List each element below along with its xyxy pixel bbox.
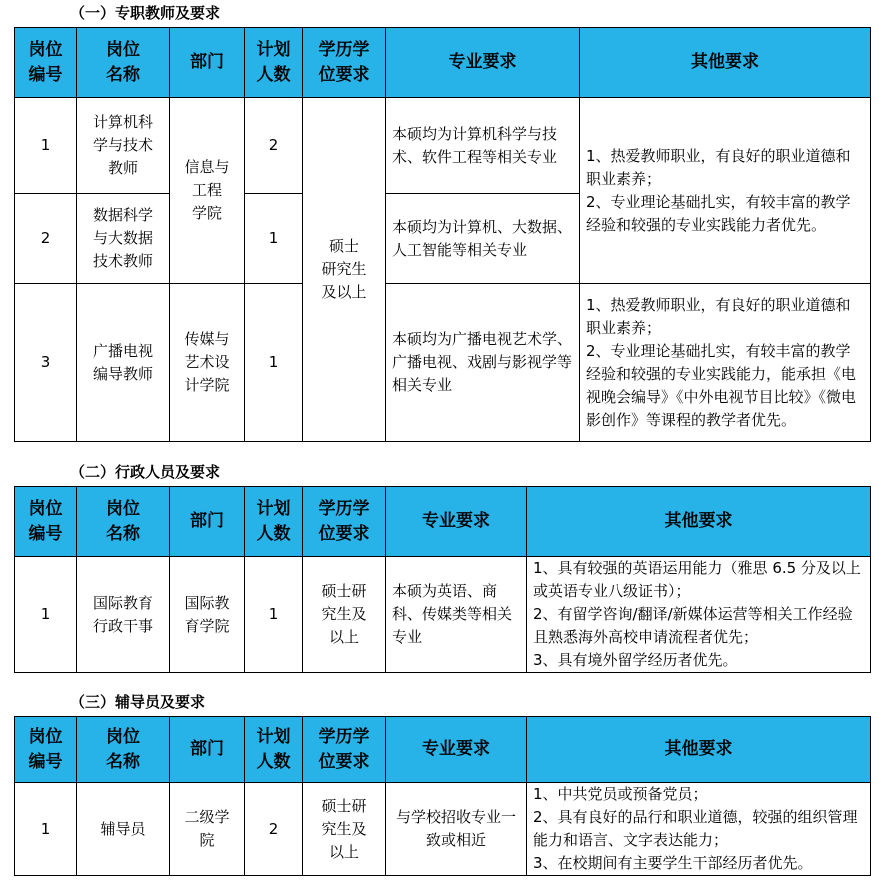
header-education: 学历学 位要求 [303, 487, 386, 557]
header-department: 部门 [170, 28, 245, 98]
table-row [15, 98, 871, 194]
major-requirement: 本硕均为计算机科学与技术、软件工程等相关专业 [386, 98, 580, 194]
table-row [15, 557, 871, 673]
header-planned-count: 计划 人数 [245, 717, 303, 783]
header-post-name: 岗位 名称 [77, 28, 170, 98]
table-row [15, 783, 871, 876]
header-other: 其他要求 [527, 717, 871, 783]
admin-table [14, 486, 871, 673]
department: 信息与 工程 学院 [170, 98, 245, 284]
section-title-counselor: （三）辅导员及要求 [70, 693, 206, 711]
major-requirement: 本硕为英语、商科、传媒类等相关专业 [386, 557, 527, 673]
post-id: 1 [15, 557, 77, 673]
header-post-id: 岗位 编号 [15, 28, 77, 98]
post-id: 1 [15, 98, 77, 194]
table-header-row [15, 717, 871, 783]
header-other: 其他要求 [527, 487, 871, 557]
header-post-name: 岗位 名称 [77, 717, 170, 783]
education-requirement: 硕士 研究生 及以上 [303, 98, 386, 442]
education-requirement: 硕士研 究生及 以上 [303, 557, 386, 673]
post-name: 国际教育 行政干事 [77, 557, 170, 673]
header-other: 其他要求 [580, 28, 871, 98]
header-department: 部门 [170, 717, 245, 783]
header-education: 学历学 位要求 [303, 717, 386, 783]
header-planned-count: 计划 人数 [245, 487, 303, 557]
planned-count: 1 [245, 194, 303, 284]
major-requirement: 与学校招收专业一致或相近 [386, 783, 527, 876]
other-requirement: 1、热爱教师职业，有良好的职业道德和职业素养； 2、专业理论基础扎实，有较丰富的教学经验和较强的专业实践能力者优先。 [580, 98, 871, 284]
header-major: 专业要求 [386, 717, 527, 783]
other-requirement: 1、具有较强的英语运用能力（雅思 6.5 分及以上或英语专业八级证书）； 2、有留学咨询/翻译/新媒体运营等相关工作经验且熟悉海外高校申请流程者优先； 3、具有境外留学经历者优先。 [527, 557, 871, 673]
header-major: 专业要求 [386, 28, 580, 98]
table-header-row [15, 28, 871, 98]
teachers-table [14, 27, 871, 442]
department: 二级学 院 [170, 783, 245, 876]
education-requirement: 硕士研 究生及 以上 [303, 783, 386, 876]
section-title-teachers: （一）专职教师及要求 [70, 4, 221, 22]
planned-count: 2 [245, 783, 303, 876]
other-requirement: 1、热爱教师职业，有良好的职业道德和职业素养； 2、专业理论基础扎实，有较丰富的教学经验和较强的专业实践能力，能承担《电视晚会编导》《中外电视节目比较》《微电影创作》等课程的教学者优先。 [580, 284, 871, 442]
section-title-admin: （二）行政人员及要求 [70, 463, 221, 481]
header-department: 部门 [170, 487, 245, 557]
major-requirement: 本硕均为广播电视艺术学、广播电视、戏剧与影视学等相关专业 [386, 284, 580, 442]
header-post-name: 岗位 名称 [77, 487, 170, 557]
post-name: 数据科学 与大数据 技术教师 [77, 194, 170, 284]
post-id: 1 [15, 783, 77, 876]
planned-count: 2 [245, 98, 303, 194]
department: 传媒与 艺术设 计学院 [170, 284, 245, 442]
header-planned-count: 计划 人数 [245, 28, 303, 98]
table-row [15, 284, 871, 442]
post-name: 广播电视 编导教师 [77, 284, 170, 442]
post-id: 2 [15, 194, 77, 284]
header-post-id: 岗位 编号 [15, 487, 77, 557]
counselor-table [14, 716, 871, 876]
planned-count: 1 [245, 284, 303, 442]
table-header-row [15, 487, 871, 557]
header-education: 学历学 位要求 [303, 28, 386, 98]
other-requirement: 1、中共党员或预备党员； 2、具有良好的品行和职业道德，较强的组织管理能力和语言、文字表达能力； 3、在校期间有主要学生干部经历者优先。 [527, 783, 871, 876]
major-requirement: 本硕均为计算机、大数据、人工智能等相关专业 [386, 194, 580, 284]
header-major: 专业要求 [386, 487, 527, 557]
post-name: 辅导员 [77, 783, 170, 876]
department: 国际教 育学院 [170, 557, 245, 673]
post-id: 3 [15, 284, 77, 442]
header-post-id: 岗位 编号 [15, 717, 77, 783]
post-name: 计算机科 学与技术 教师 [77, 98, 170, 194]
planned-count: 1 [245, 557, 303, 673]
